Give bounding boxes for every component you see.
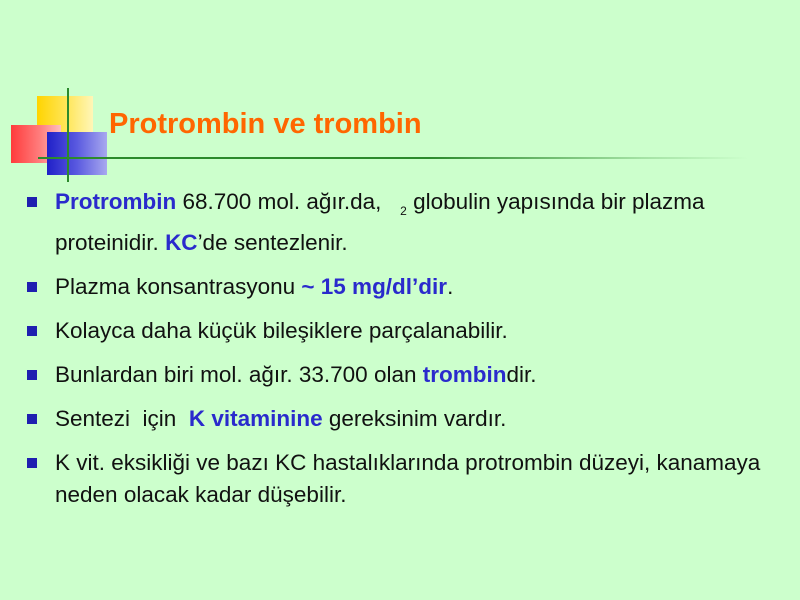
vertical-rule — [67, 88, 69, 182]
highlight-term: Protrombin — [55, 189, 177, 214]
bullet-text: K vit. eksikliği ve bazı KC hastalıklarında protrombin düzeyi, kanamaya neden olacak kadar düşebilir. — [55, 450, 761, 507]
bullet-square-icon — [27, 326, 37, 336]
bullet-item-concentration — [22, 271, 797, 303]
blue-square-decoration — [47, 132, 107, 175]
slide-title: Protrombin ve trombin — [109, 108, 422, 140]
bullet-text: Kolayca daha küçük bileşiklere parçalanabilir. — [55, 318, 508, 343]
title-underline — [38, 157, 748, 159]
bullet-text: . — [447, 274, 454, 299]
bullet-text: ’de sentezlenir. — [197, 230, 348, 255]
bullet-item-deficiency — [22, 447, 797, 511]
bullet-text: 68.700 mol. ağır.da, — [176, 189, 382, 214]
bullet-item-trombin — [22, 359, 797, 391]
bullet-text: Bunlardan biri mol. ağır. 33.700 olan — [55, 362, 423, 387]
bullet-square-icon — [27, 414, 37, 424]
bullet-text: gereksinim vardır. — [322, 406, 507, 431]
highlight-term: trombin — [422, 362, 507, 387]
bullet-text: globulin yapısında bir plazma proteinidir. — [55, 189, 705, 255]
bullet-item-breakdown — [22, 315, 797, 347]
bullet-item-protrombin — [22, 186, 797, 259]
highlight-term: KC — [165, 230, 198, 255]
highlight-term: ~ 15 mg/dl’dir — [301, 274, 448, 299]
bullet-square-icon — [27, 458, 37, 468]
bullet-square-icon — [27, 370, 37, 380]
highlight-term: K vitaminine — [188, 406, 323, 431]
subscript: 2 — [400, 204, 407, 218]
bullet-text: dir. — [506, 362, 537, 387]
bullet-text: Sentezi için — [55, 406, 189, 431]
bullet-square-icon — [27, 197, 37, 207]
bullet-list — [22, 186, 797, 523]
bullet-text: Plazma konsantrasyonu — [55, 274, 302, 299]
decorative-logo — [0, 0, 120, 180]
bullet-item-vitamin-k — [22, 403, 797, 435]
bullet-square-icon — [27, 282, 37, 292]
